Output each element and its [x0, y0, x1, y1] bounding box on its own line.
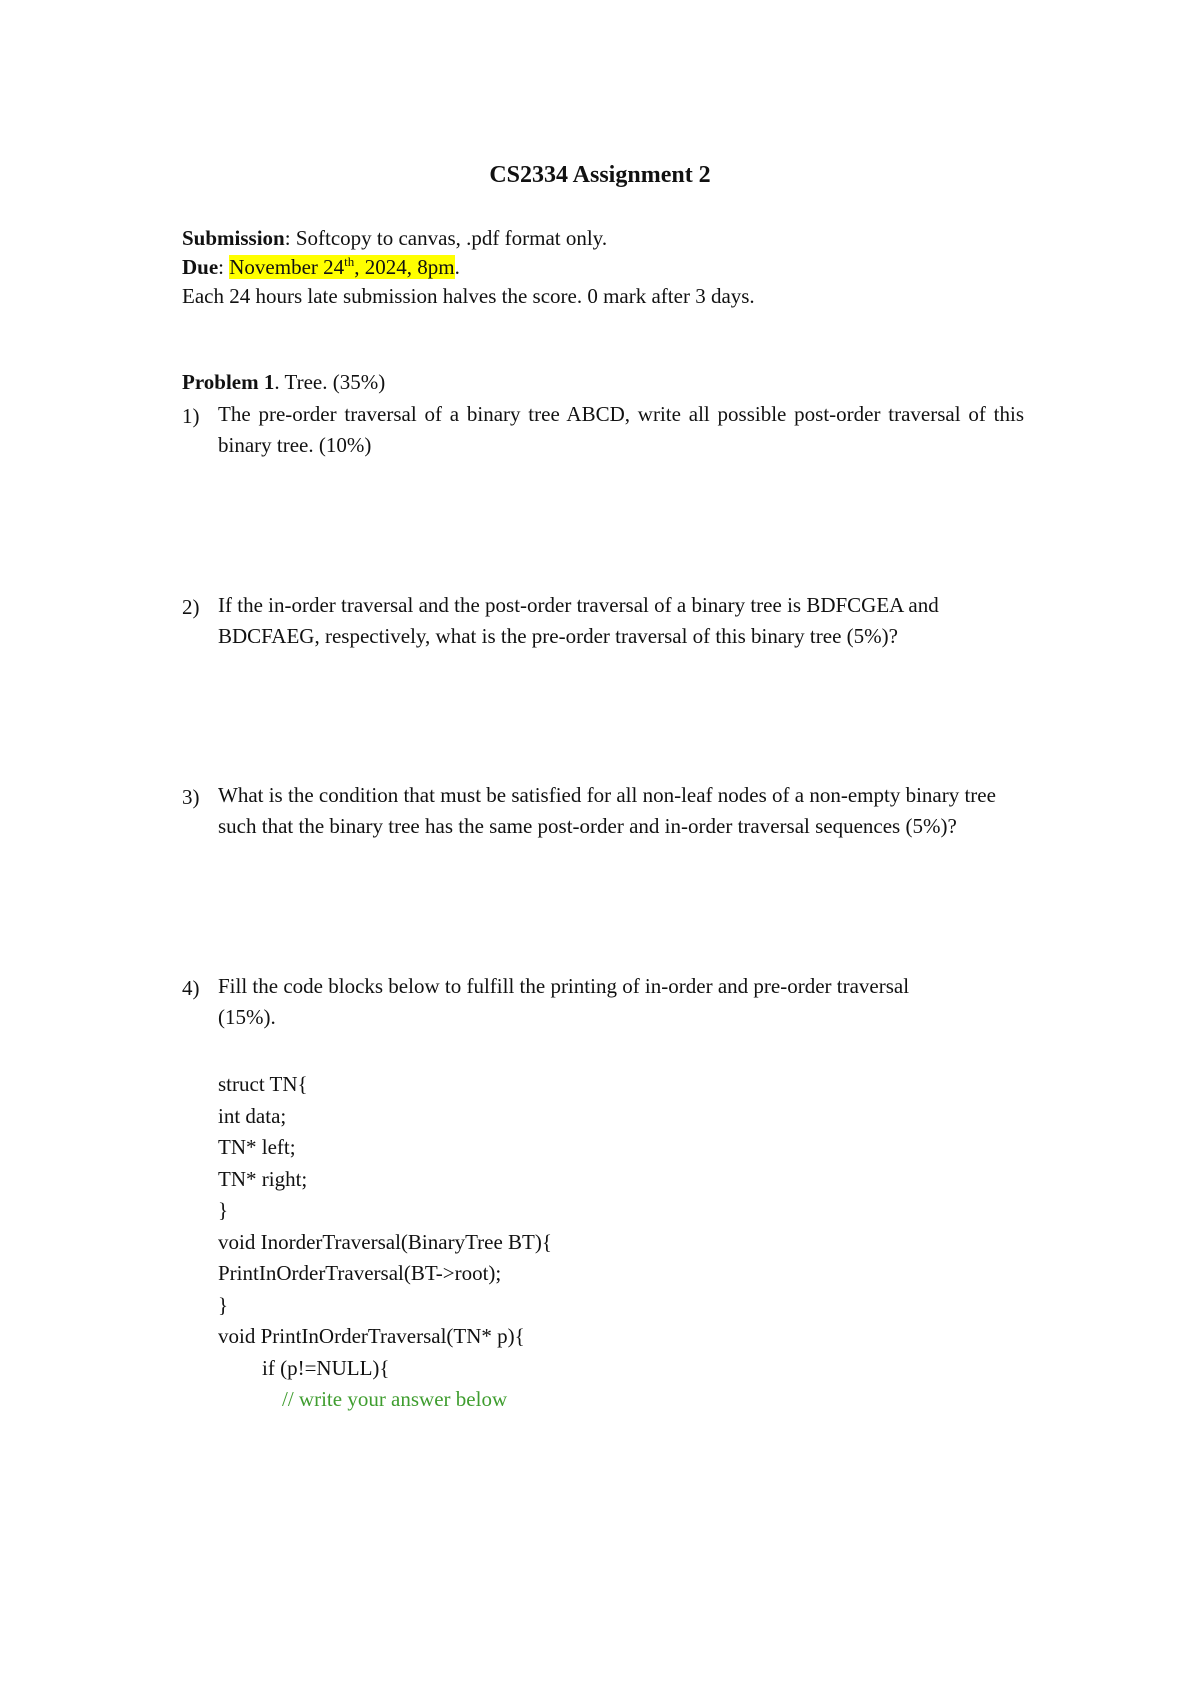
- submission-label: Submission: [182, 226, 285, 250]
- item-3-number: 3): [182, 785, 200, 809]
- code-line: struct TN{: [218, 1072, 308, 1096]
- item-4-number: 4): [182, 976, 200, 1000]
- due-date-suffix: , 2024, 8pm: [354, 255, 455, 279]
- submission-sep: :: [284, 226, 296, 250]
- item-2-text: If the in-order traversal and the post-order traversal of a binary tree is BDFCGEA and BDCFAEG, respectively, what is the pre-order traversal of this binary tree (5%)?: [218, 593, 939, 648]
- code-line: void PrintInOrderTraversal(TN* p){: [218, 1324, 525, 1348]
- code-line: TN* right;: [218, 1167, 308, 1191]
- problem1-label: Problem 1: [182, 370, 275, 394]
- due-line: [182, 255, 460, 280]
- item-1-number: 1): [182, 404, 200, 428]
- item-1-text: The pre-order traversal of a binary tree ABCD, write all possible post-order traversal of this binary tree. (10%): [218, 402, 1024, 457]
- page-title: CS2334 Assignment 2: [489, 162, 711, 188]
- item-3-text: What is the condition that must be satisfied for all non-leaf nodes of a non-empty binary tree such that the binary tree has the same post-order and in-order traversal sequences (5%)?: [218, 783, 996, 838]
- late-policy: Each 24 hours late submission halves the score. 0 mark after 3 days.: [182, 284, 755, 308]
- code-comment: // write your answer below: [282, 1387, 508, 1411]
- submission-text: Softcopy to canvas, .pdf format only.: [295, 226, 608, 250]
- due-date-highlight: [229, 255, 454, 279]
- due-sep: :: [218, 255, 230, 279]
- code-line: }: [218, 1293, 229, 1317]
- item-4-text: Fill the code blocks below to fulfill the printing of in-order and pre-order traversal (15%).: [218, 974, 910, 1029]
- code-line: if (p!=NULL){: [262, 1356, 390, 1380]
- submission-line: [182, 226, 607, 251]
- code-line: }: [218, 1198, 229, 1222]
- problem1-heading: [182, 370, 385, 395]
- due-end: .: [454, 255, 460, 279]
- code-line: void InorderTraversal(BinaryTree BT){: [218, 1230, 552, 1254]
- due-date-sup: th: [344, 254, 355, 269]
- code-line: TN* left;: [218, 1135, 296, 1159]
- code-line: PrintInOrderTraversal(BT->root);: [218, 1261, 502, 1285]
- code-line: int data;: [218, 1104, 287, 1128]
- due-label: Due: [182, 255, 219, 279]
- item-2-number: 2): [182, 595, 200, 619]
- problem1-rest: . Tree. (35%): [274, 370, 386, 394]
- due-date-prefix: November 24: [229, 255, 345, 279]
